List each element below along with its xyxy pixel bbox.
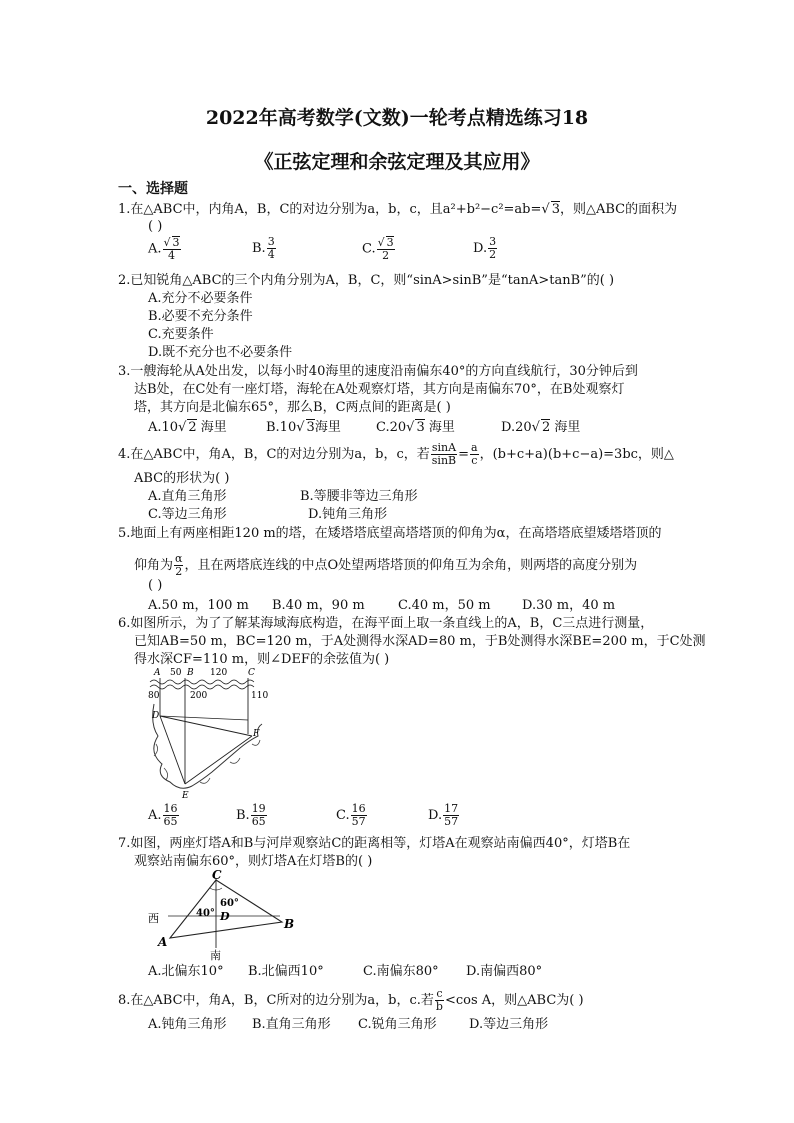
q3-line2: 达B处，在C处有一座灯塔，海轮在A处观察灯塔，其方向是南偏东70°，在B处观察灯 bbox=[134, 382, 625, 397]
q1-line1: 1.在△ABC中，内角A，B，C的对边分别为a，b，c，且a²+b²−c²=ab=√ 3，则△ABC的面积为 bbox=[118, 202, 678, 217]
q7-option-a: A.北偏东10° bbox=[148, 964, 224, 979]
q6-option-b-num: 19 bbox=[251, 802, 266, 815]
q6-option-d-den: 57 bbox=[444, 815, 459, 828]
q1-option-b bbox=[252, 236, 277, 261]
line-ef bbox=[185, 736, 252, 784]
q1-option-c-label: C. bbox=[362, 241, 376, 257]
q4-line2: ABC的形状为( ) bbox=[134, 471, 230, 486]
q4-option-a: A.直角三角形 bbox=[148, 489, 227, 504]
q8-frac-den: b bbox=[435, 1000, 443, 1013]
q6-figure bbox=[140, 664, 275, 804]
fig6-label-be: 200 bbox=[190, 691, 208, 701]
q2-option-c: C.充要条件 bbox=[148, 327, 214, 342]
q5-frac-den: 2 bbox=[175, 565, 183, 578]
q7-option-c: C.南偏东80° bbox=[363, 964, 439, 979]
q6-option-a-num: 16 bbox=[163, 802, 178, 815]
q1-option-c-num: 3 bbox=[386, 236, 394, 249]
q3-line3: 塔，其方向是北偏东65°，那么B，C两点间的距离是( ) bbox=[134, 400, 451, 415]
q8-text-post: <cos A，则△ABC为( ) bbox=[444, 993, 584, 1008]
q3-option-d: D.20√ 2 海里 bbox=[501, 420, 581, 435]
q5-option-d: D.30 m，40 m bbox=[522, 598, 616, 613]
q1-text: 1.在△ABC中，内角A，B，C的对边分别为a，b，c，且a²+b²−c²=ab= bbox=[118, 202, 542, 217]
q5-text-post: ，且在两塔底连线的中点O处望两塔塔顶的仰角互为余角，则两塔的高度分别为 bbox=[184, 558, 638, 573]
fig7-angle-60: 60° bbox=[220, 898, 239, 909]
q4-line1 bbox=[118, 442, 674, 467]
q3-option-b-pre: B.10 bbox=[266, 420, 297, 435]
fig6-label-ad: 80 bbox=[148, 691, 160, 701]
q4-text-post: ，(b+c+a)(b+c−a)=3bc，则△ bbox=[479, 447, 674, 462]
q6-option-d-num: 17 bbox=[444, 802, 459, 815]
q5-line1: 5.地面上有两座相距120 m的塔，在矮塔塔底望高塔塔顶的仰角为α，在高塔塔底望矮塔塔顶的 bbox=[118, 526, 662, 541]
fig6-label-cf: 110 bbox=[251, 691, 269, 701]
q5-line2 bbox=[134, 553, 637, 578]
line-d-horizontal bbox=[160, 716, 248, 720]
q7-figure bbox=[140, 866, 300, 962]
seabed-texture bbox=[154, 740, 260, 783]
q6-line1: 6.如图所示，为了了解某海域海底构造，在海平面上取一条直线上的A，B，C三点进行测量， bbox=[118, 616, 654, 631]
fig6-label-c: C bbox=[248, 668, 255, 678]
q3-option-d-pre: D.20 bbox=[501, 420, 532, 435]
q1-option-b-den: 4 bbox=[267, 248, 275, 261]
q8-option-c: C.锐角三角形 bbox=[358, 1017, 437, 1032]
q6-option-b-den: 65 bbox=[251, 815, 266, 828]
q2-line1: 2.已知锐角△ABC的三个内角分别为A，B，C，则“sinA>sinB”是“tanA>tanB”的( ) bbox=[118, 273, 615, 288]
triangle-acb bbox=[170, 880, 282, 938]
q3-option-a-sqrt: 2 bbox=[188, 420, 197, 435]
q5-frac-num: α bbox=[175, 552, 183, 565]
fig6-label-b: B bbox=[187, 668, 194, 678]
q8-frac-num: c bbox=[436, 987, 443, 1000]
q1-option-a: A. $\frac{√ 3}{4}$ bbox=[148, 236, 180, 262]
q5-option-b: B.40 m，90 m bbox=[272, 598, 365, 613]
line-df bbox=[160, 716, 252, 736]
q6-option-a: A. $\frac{16}{65}$ bbox=[148, 802, 178, 828]
q5-option-c: C.40 m，50 m bbox=[398, 598, 491, 613]
page-title: 2022年高考数学(文数)一轮考点精选练习18 bbox=[205, 107, 589, 129]
q7-option-b: B.北偏西10° bbox=[248, 964, 324, 979]
q4-frac2-num: a bbox=[471, 441, 478, 454]
q3-option-a-unit: 海里 bbox=[200, 420, 227, 435]
q7-option-d: D.南偏西80° bbox=[466, 964, 543, 979]
q3-option-c: C.20√ 3 海里 bbox=[376, 420, 455, 435]
q6-option-a-den: 65 bbox=[163, 815, 178, 828]
q6-option-c-den: 57 bbox=[351, 815, 366, 828]
fig6-label-d: D bbox=[152, 711, 160, 721]
q1-option-a-num: 3 bbox=[172, 236, 180, 249]
fig7-angle-40: 40° bbox=[196, 908, 215, 919]
q1-option-a-den: 4 bbox=[168, 249, 176, 262]
fig7-label-south: 南 bbox=[210, 949, 221, 962]
q7-line1: 7.如图，两座灯塔A和B与河岸观察站C的距离相等，灯塔A在观察站南偏西40°，灯塔B在 bbox=[118, 836, 631, 851]
q1-option-c-den: 2 bbox=[382, 249, 390, 262]
q8-text-pre: 8.在△ABC中，角A，B，C所对的边分别为a，b，c.若 bbox=[118, 993, 434, 1008]
q1-option-a-label: A. bbox=[148, 241, 162, 257]
q7-line2: 观察站南偏东60°，则灯塔A在灯塔B的( ) bbox=[134, 854, 373, 869]
q4-option-b: B.等腰非等边三角形 bbox=[300, 489, 418, 504]
q6-option-d: D. $\frac{17}{57}$ bbox=[428, 802, 459, 828]
q3-option-c-pre: C.20 bbox=[376, 420, 407, 435]
q1-sqrt: 3 bbox=[551, 202, 560, 217]
q1-text-end: ，则△ABC的面积为 bbox=[559, 202, 678, 217]
q6-option-c: C. $\frac{16}{57}$ bbox=[336, 802, 366, 828]
q1-option-d-den: 2 bbox=[489, 248, 497, 261]
q3-option-c-sqrt: 3 bbox=[416, 420, 425, 435]
q4-option-d: D.钝角三角形 bbox=[308, 507, 388, 522]
fig7-label-c: C bbox=[212, 868, 222, 882]
q1-option-d-label: D. bbox=[473, 241, 488, 256]
q3-option-b: B.10√ 3海里 bbox=[266, 420, 341, 435]
q4-frac1-num: sinA bbox=[431, 441, 457, 454]
q1-option-d-num: 3 bbox=[489, 235, 497, 248]
q3-option-c-unit: 海里 bbox=[428, 420, 455, 435]
q4-frac2-den: c bbox=[471, 454, 478, 467]
fig6-label-f: F bbox=[253, 729, 260, 739]
fig6-label-e: E bbox=[182, 791, 189, 801]
q1-line2: ( ) bbox=[148, 219, 163, 234]
q8-option-a: A.钝角三角形 bbox=[148, 1017, 227, 1032]
q2-option-a: A.充分不必要条件 bbox=[148, 291, 253, 306]
q4-frac1-den: sinB bbox=[431, 454, 457, 467]
q4-option-c: C.等边三角形 bbox=[148, 507, 227, 522]
q1-option-d bbox=[473, 236, 498, 261]
q6-option-c-num: 16 bbox=[351, 802, 366, 815]
q6-line2: 已知AB=50 m，BC=120 m，于A处测得水深AD=80 m，于B处测得水深BE=200 m，于C处测 bbox=[134, 634, 706, 649]
q3-option-d-unit: 海里 bbox=[554, 420, 581, 435]
q1-option-b-label: B. bbox=[252, 241, 266, 256]
q6-option-b: B. $\frac{19}{65}$ bbox=[236, 802, 266, 828]
fig7-label-a: A bbox=[158, 935, 168, 949]
section-heading: 一、选择题 bbox=[118, 181, 188, 197]
fig7-label-b: B bbox=[284, 917, 295, 931]
page-subtitle: 《正弦定理和余弦定理及其应用》 bbox=[254, 151, 540, 173]
q3-option-a-pre: A.10 bbox=[148, 420, 179, 435]
q8-option-d: D.等边三角形 bbox=[469, 1017, 549, 1032]
q3-line1: 3.一艘海轮从A处出发，以每小时40海里的速度沿南偏东40°的方向直线航行，30分钟后到 bbox=[118, 364, 638, 379]
fig6-label-ab: 50 bbox=[170, 668, 182, 678]
q6-line3: 得水深CF=110 m，则∠DEF的余弦值为( ) bbox=[134, 652, 390, 667]
q4-equals: = bbox=[458, 447, 470, 462]
fig6-label-a: A bbox=[154, 668, 161, 678]
q5-option-a: A.50 m，100 m bbox=[148, 598, 249, 613]
q2-option-d: D.既不充分也不必要条件 bbox=[148, 345, 293, 360]
q3-option-a: A.10√ 2 海里 bbox=[148, 420, 227, 435]
q1-option-c: C. $\frac{√ 3}{2}$ bbox=[362, 236, 394, 262]
fig7-label-west: 西 bbox=[148, 912, 159, 925]
q3-option-b-unit: 海里 bbox=[314, 420, 341, 435]
q8-line1 bbox=[118, 988, 584, 1013]
line-de bbox=[160, 716, 185, 784]
q1-option-b-num: 3 bbox=[267, 235, 275, 248]
wave-line-2 bbox=[150, 685, 254, 689]
wave-line-1 bbox=[150, 680, 254, 684]
fig6-label-bc: 120 bbox=[210, 668, 228, 678]
q3-option-d-sqrt: 2 bbox=[541, 420, 551, 435]
q2-option-b: B.必要不充分条件 bbox=[148, 309, 253, 324]
q8-option-b: B.直角三角形 bbox=[252, 1017, 331, 1032]
q5-line3: ( ) bbox=[148, 578, 163, 593]
q3-option-b-sqrt: 3 bbox=[306, 420, 315, 435]
fig7-label-d: D bbox=[220, 910, 230, 923]
q4-text-pre: 4.在△ABC中，角A，B，C的对边分别为a，b，c，若 bbox=[118, 447, 430, 462]
q5-text-pre: 仰角为 bbox=[134, 558, 174, 573]
